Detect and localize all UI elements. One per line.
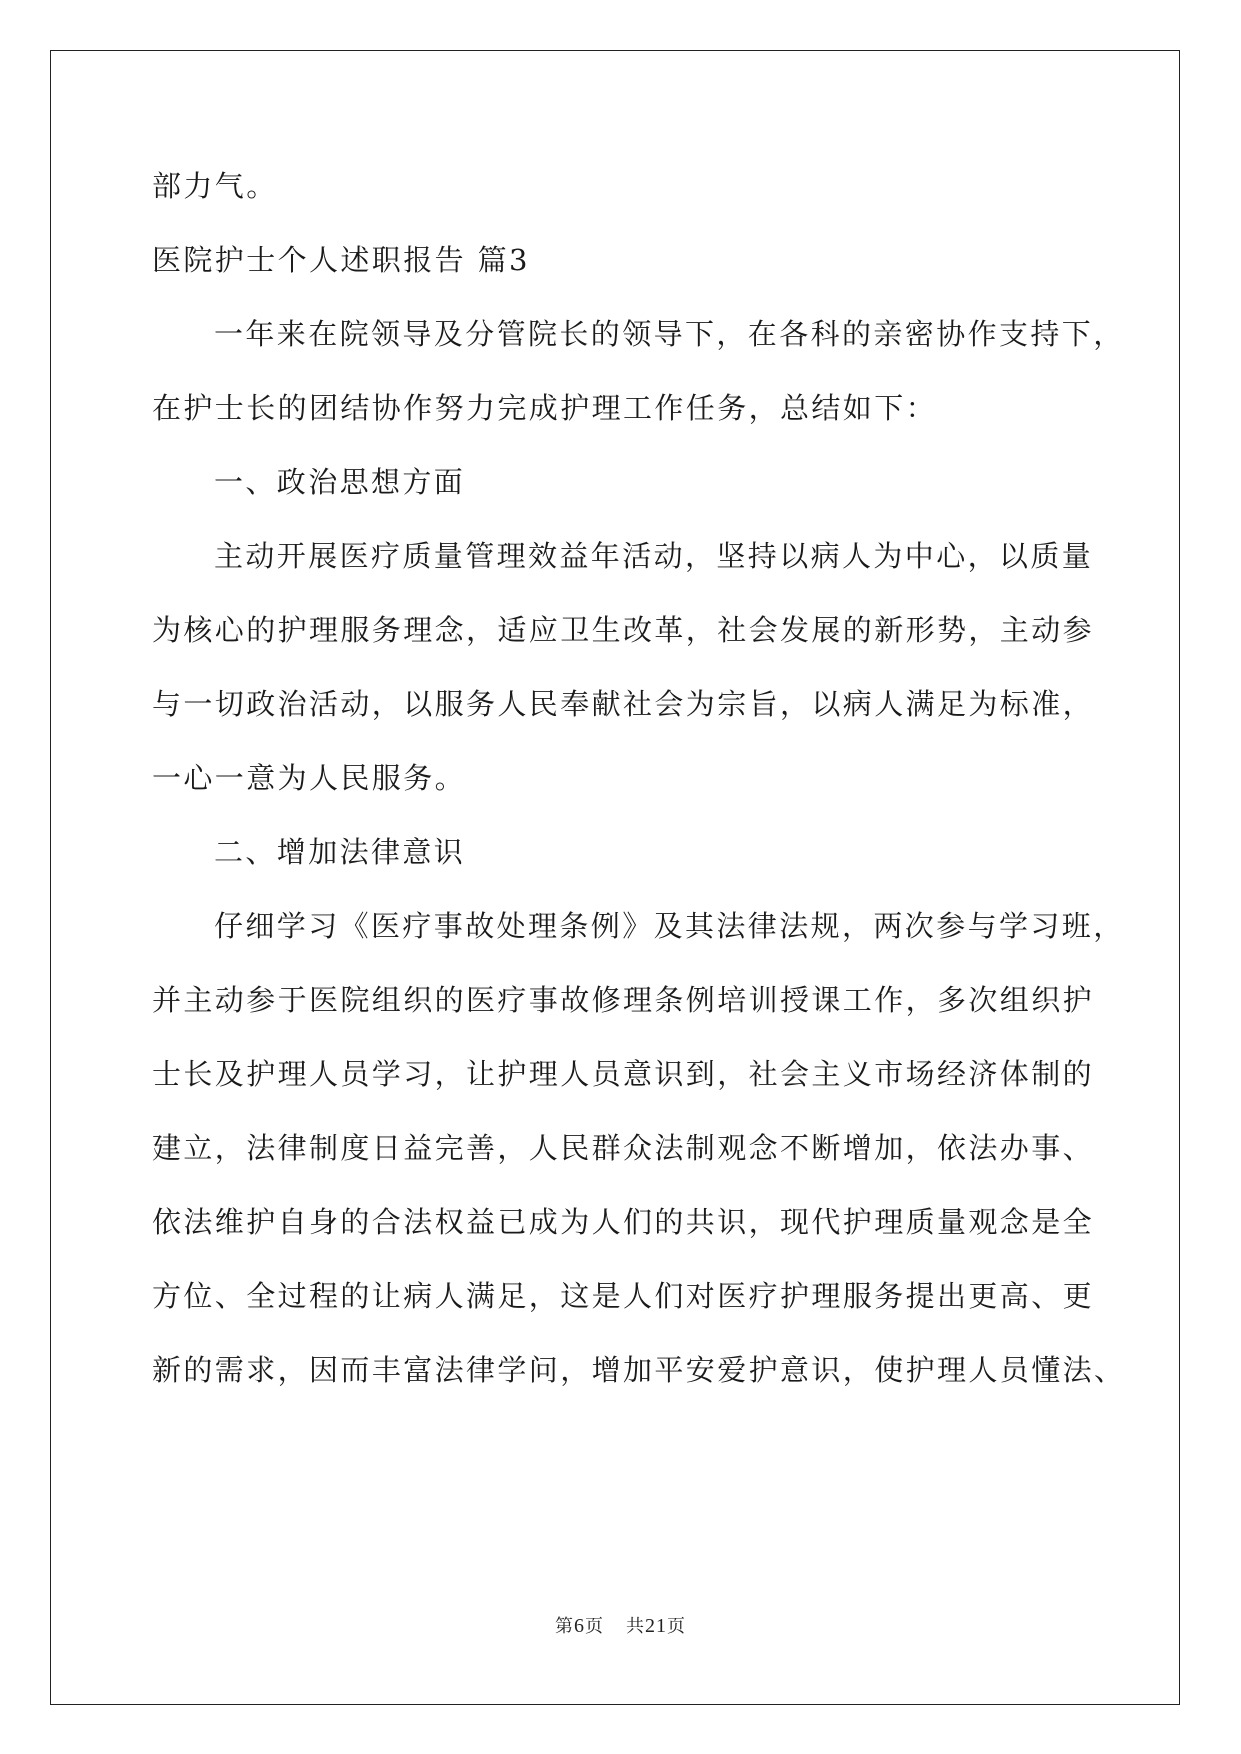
paragraph-line: 新的需求，因而丰富法律学问，增加平安爱护意识，使护理人员懂法、 xyxy=(152,1353,1126,1387)
total-unit: 页 xyxy=(667,1616,686,1637)
page-prefix: 第 xyxy=(555,1616,574,1637)
paragraph-line: 一年来在院领导及分管院长的领导下，在各科的亲密协作支持下， xyxy=(214,317,1125,351)
total-prefix: 共 xyxy=(626,1616,645,1637)
subheading-politics: 一、政治思想方面 xyxy=(214,465,466,499)
page-unit: 页 xyxy=(585,1616,604,1637)
page-footer xyxy=(0,1612,1241,1638)
paragraph-line: 在护士长的团结协作努力完成护理工作任务，总结如下： xyxy=(152,391,938,425)
paragraph-line: 与一切政治活动，以服务人民奉献社会为宗旨，以病人满足为标准， xyxy=(152,687,1095,721)
page-border xyxy=(50,50,1180,1705)
section-heading: 医院护士个人述职报告 篇3 xyxy=(152,243,530,277)
paragraph-line: 一心一意为人民服务。 xyxy=(152,761,467,795)
text-line-continuation: 部力气。 xyxy=(152,169,278,203)
paragraph-line: 主动开展医疗质量管理效益年活动，坚持以病人为中心，以质量 xyxy=(214,539,1094,573)
paragraph-line: 依法维护自身的合法权益已成为人们的共识，现代护理质量观念是全 xyxy=(152,1205,1095,1239)
paragraph-line: 士长及护理人员学习，让护理人员意识到，社会主义市场经济体制的 xyxy=(152,1057,1095,1091)
paragraph-line: 仔细学习《医疗事故处理条例》及其法律法规，两次参与学习班， xyxy=(214,909,1125,943)
paragraph-line: 并主动参于医院组织的医疗事故修理条例培训授课工作，多次组织护 xyxy=(152,983,1095,1017)
subheading-law: 二、增加法律意识 xyxy=(214,835,466,869)
paragraph-line: 为核心的护理服务理念，适应卫生改革，社会发展的新形势，主动参 xyxy=(152,613,1095,647)
paragraph-line: 建立，法律制度日益完善，人民群众法制观念不断增加，依法办事、 xyxy=(152,1131,1095,1165)
page-number: 6 xyxy=(574,1615,585,1637)
total-pages: 21 xyxy=(645,1615,667,1637)
paragraph-line: 方位、全过程的让病人满足，这是人们对医疗护理服务提出更高、更 xyxy=(152,1279,1095,1313)
